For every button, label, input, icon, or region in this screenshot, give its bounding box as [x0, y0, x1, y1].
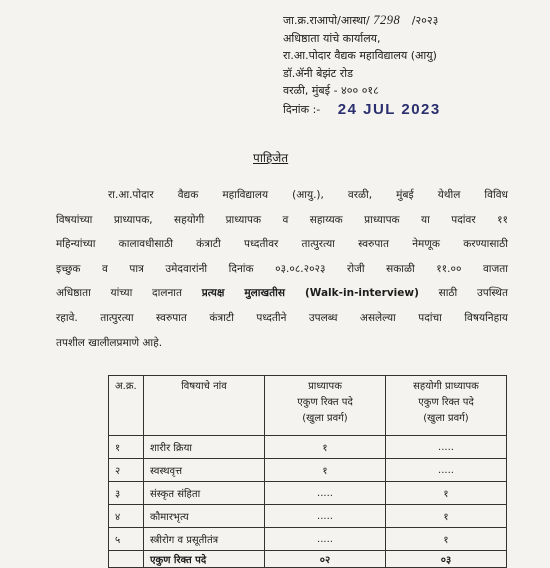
header-professor: [265, 376, 386, 436]
paragraph-line-1: रा.आ.पोदार वैद्यक महाविद्यालय (आयु.), वरळी, मुंबई येथील विविध: [108, 189, 508, 201]
header-associate: [386, 376, 507, 436]
paragraph-line-5-start: अधिष्ठाता यांच्या दालनात: [56, 287, 202, 300]
total-associate: ०३: [386, 551, 507, 568]
row-associate: १: [386, 482, 507, 505]
vacancy-table: [108, 375, 507, 568]
row-serial: ५: [109, 528, 144, 551]
row-professor: १: [265, 459, 386, 482]
row-associate: १: [386, 528, 507, 551]
row-associate: १: [386, 505, 507, 528]
row-serial: १: [109, 436, 144, 459]
row-professor: .....: [265, 528, 386, 551]
row-serial: ४: [109, 505, 144, 528]
total-serial-cell: [109, 551, 144, 568]
row-associate: .....: [386, 459, 507, 482]
table-row: [109, 459, 507, 482]
office-line: अधिष्ठाता यांचे कार्यालय,: [283, 31, 381, 45]
reference-year: /२०२३: [411, 14, 439, 27]
paragraph-line-4: इच्छुक व पात्र उमेदवारांनी दिनांक ०३.०८.२०२३ रोजी सकाळी ११.०० वाजता: [56, 262, 508, 275]
paragraph-line-5: [56, 281, 508, 306]
row-associate: .....: [386, 436, 507, 459]
paragraph-line-5-end: साठी उपस्थित: [418, 287, 508, 300]
row-serial: २: [109, 459, 144, 482]
total-professor: ०२: [265, 551, 386, 568]
reference-number: 7298: [373, 13, 401, 27]
road-line: डॉ.ॲनी बेझंट रोड: [283, 66, 353, 80]
header-associate-category: (खुला प्रवर्ग): [423, 413, 469, 424]
table-row: [109, 482, 507, 505]
table-total-row: [109, 551, 507, 568]
header-professor-title: प्राध्यापक: [308, 381, 342, 392]
row-professor: .....: [265, 505, 386, 528]
row-subject: स्वस्थवृत्त: [144, 459, 265, 482]
notice-paragraph: [56, 183, 508, 355]
date-line: [283, 100, 441, 119]
header-professor-category: (खुला प्रवर्ग): [302, 413, 348, 424]
paragraph-line-6: रहावे. तात्पुरत्या स्वरुपात कंत्राटी पध्दतीने उपलब्ध असलेल्या पदांचा विषयनिहाय: [56, 311, 508, 324]
table-row: [109, 436, 507, 459]
city-line: वरळी, मुंबई - ४०० ०१८: [283, 84, 379, 97]
notice-heading: पाहिजेत: [253, 151, 289, 165]
header-professor-vacancies: एकुण रिक्त पदे: [297, 397, 353, 408]
date-stamp: 24 JUL 2023: [337, 100, 441, 118]
table-row: [109, 505, 507, 528]
table-row: [109, 528, 507, 551]
header-associate-vacancies: एकुण रिक्त पदे: [418, 397, 474, 408]
header-associate-title: सहयोगी प्राध्यापक: [413, 381, 479, 392]
paragraph-line-3: महिन्यांच्या कालावधीसाठी कंत्राटी पध्दतीवर तात्पुरत्या स्वरुपात नेमणूक करण्यासाठी: [56, 238, 508, 251]
reference-block: [283, 12, 441, 118]
reference-number-line: [283, 12, 441, 30]
header-subject: विषयाचे नांव: [144, 376, 265, 436]
row-subject: संस्कृत संहिता: [144, 482, 265, 505]
reference-prefix: जा.क्र.राआपो/आस्था/: [283, 14, 370, 27]
college-line: रा.आ.पोदार वैद्यक महाविद्यालय (आयु): [283, 49, 437, 62]
row-subject: कौमारभृत्य: [144, 505, 265, 528]
header-serial: अ.क्र.: [109, 376, 144, 436]
date-label: दिनांक :-: [283, 102, 321, 116]
table-header-row: [109, 376, 507, 436]
row-professor: .....: [265, 482, 386, 505]
row-professor: १: [265, 436, 386, 459]
row-serial: ३: [109, 482, 144, 505]
row-subject: स्त्रीरोग व प्रसूतीतंत्र: [144, 528, 265, 551]
paragraph-line-2: विषयांच्या प्राध्यापक, सहयोगी प्राध्यापक व सहाय्यक प्राध्यापक या पदांवर ११: [56, 213, 508, 226]
total-label: एकुण रिक्त पदे: [144, 551, 265, 568]
paragraph-line-7: तपशील खालीलप्रमाणे आहे.: [56, 336, 163, 349]
walk-in-interview-text: प्रत्यक्ष मुलाखतीस (Walk-in-interview): [201, 287, 419, 300]
row-subject: शारीर क्रिया: [144, 436, 265, 459]
